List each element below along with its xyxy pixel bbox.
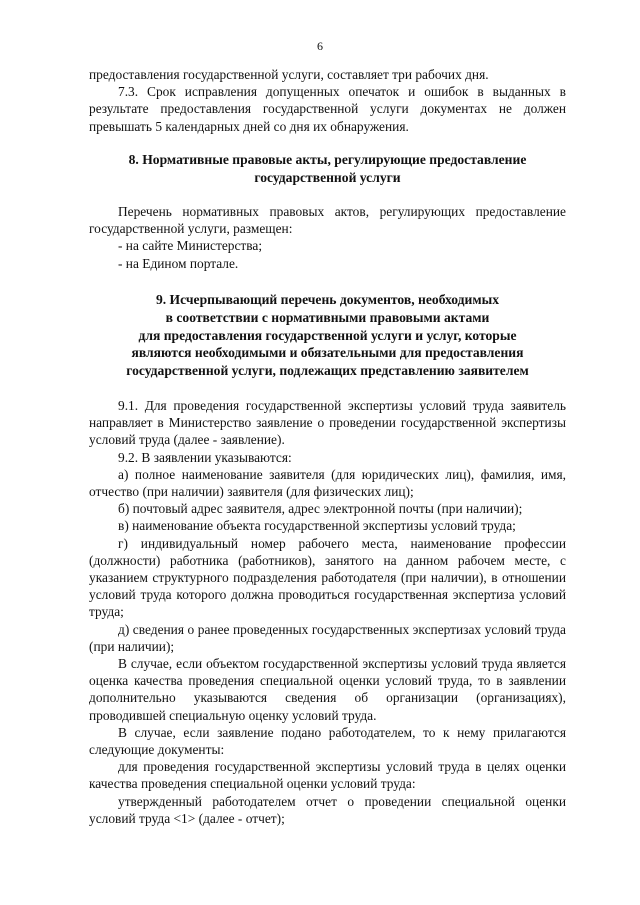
page-number: 6 xyxy=(317,39,323,53)
section-9-title-line-2: в соответствии с нормативными правовыми актами xyxy=(165,309,490,325)
section-7-tail xyxy=(89,66,566,135)
list-item-a: а) полное наименование заявителя (для юридических лиц), фамилия, имя, отчество (при наличии) заявителя (для физических лиц); xyxy=(89,466,566,500)
paragraph-case-quality-assessment: В случае, если объектом государственной экспертизы условий труда является оценка качества проведения специальной оценки условий труда, то в заявлении дополнительно указываются сведения об организации (организациях), проводившей специальную оценку условий труда. xyxy=(89,656,566,723)
paragraph-report: утвержденный работодателем отчет о проведении специальной оценки условий труда <1> (далее - отчет); xyxy=(89,793,566,826)
paragraph-8-list-intro: Перечень нормативных правовых актов, регулирующих предоставление государственной услуги, размещен: xyxy=(89,204,566,237)
list-item-g: г) индивидуальный номер рабочего места, наименование профессии (должности) работника (работников), занятого на данном рабочем месте, с указанием структурного подразделения работодателя (при наличии), в отношении условий труда которого должна проводиться государственная экспертиза условий труда; xyxy=(89,535,566,620)
paragraph-7-3: 7.3. Срок исправления допущенных опечаток и ошибок в выданных в результате предоставления государственной услуги документах не должен превышать 5 календарных дней со дня их обнаружения. xyxy=(89,84,566,134)
paragraph-7-2-end: предоставления государственной услуги, составляет три рабочих дня. xyxy=(89,67,489,82)
section-8-heading xyxy=(89,151,566,187)
section-8-title-line-2: государственной услуги xyxy=(254,169,401,185)
list-item-unified-portal: - на Едином портале. xyxy=(118,255,239,271)
section-9-title-line-4: являются необходимыми и обязательными для предоставления xyxy=(131,345,524,361)
section-8-title-line-1: 8. Нормативные правовые акты, регулирующие предоставление xyxy=(128,152,527,167)
paragraph-9-1: 9.1. Для проведения государственной экспертизы условий труда заявитель направляет в Министерство заявление о проведении государственной экспертизы условий труда (далее - заявление). xyxy=(89,398,566,448)
section-8-body xyxy=(89,203,566,272)
list-item-d: д) сведения о ранее проведенных государственных экспертизах условий труда (при наличии); xyxy=(89,621,566,654)
section-9-body xyxy=(89,397,566,827)
paragraph-case-employer: В случае, если заявление подано работодателем, то к нему прилагаются следующие документы: xyxy=(89,724,566,758)
list-item-ministry-site: - на сайте Министерства; xyxy=(118,238,263,254)
section-9-title-line-5: государственной услуги, подлежащих представлению заявителем xyxy=(126,363,529,379)
section-9-heading xyxy=(89,291,566,380)
paragraph-purpose: для проведения государственной экспертизы условий труда в целях оценки качества проведения специальной оценки условий труда: xyxy=(89,759,566,792)
paragraph-9-2: 9.2. В заявлении указываются: xyxy=(118,449,292,465)
list-item-v: в) наименование объекта государственной экспертизы условий труда; xyxy=(118,518,516,534)
list-item-b: б) почтовый адрес заявителя, адрес электронной почты (при наличии); xyxy=(118,501,523,517)
section-9-title-line-1: 9. Исчерпывающий перечень документов, необходимых xyxy=(155,292,500,307)
section-9-title-line-3: для предоставления государственной услуги и услуг, которые xyxy=(138,327,517,343)
